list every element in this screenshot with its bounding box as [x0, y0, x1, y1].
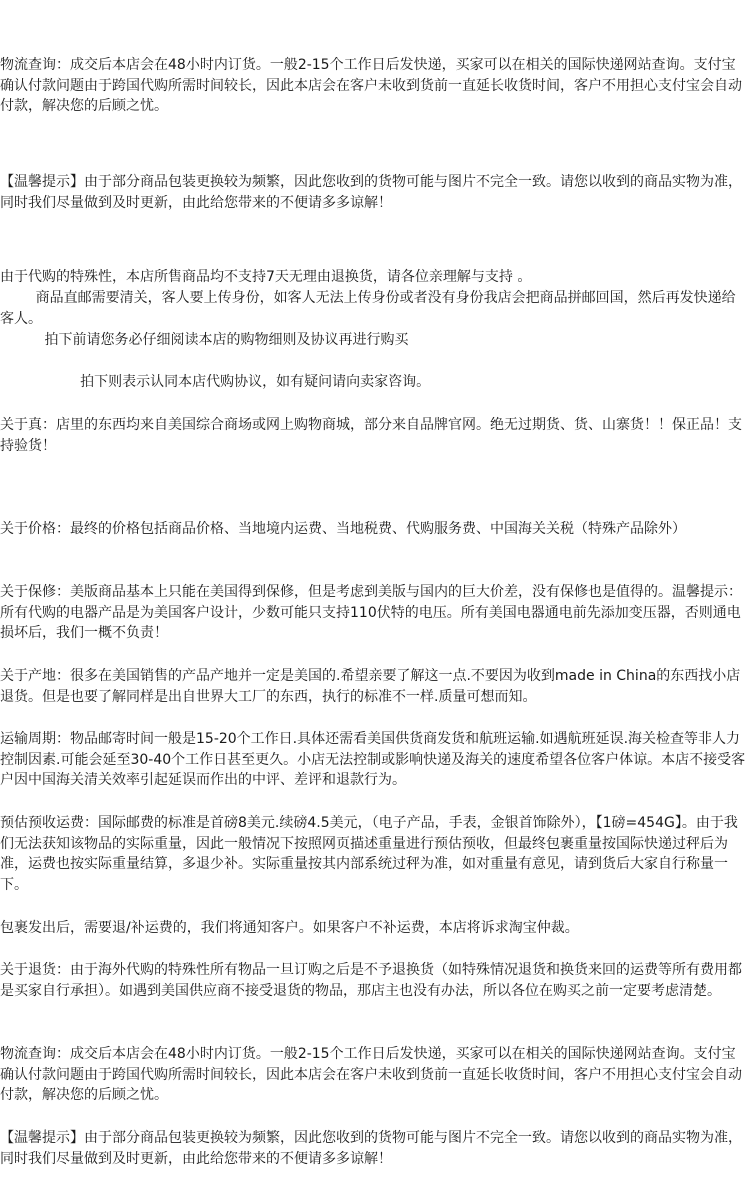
- shipping-inquiry-paragraph: 物流查询：成交后本店会在48小时内订货。一般2-15个工作日后发快递，买家可以在相关的国际快递网站查询。支付宝确认付款问题由于跨国代购所需时间较长，因此本店会在客户未收到货前一直延长收货时间，客户不用担心支付宝会自动付款，解决您的后顾之忧。: [0, 57, 742, 114]
- warm-tip-paragraph: 【温馨提示】由于部分商品包装更换较为频繁，因此您收到的货物可能与图片不完全一致。请您以收到的商品实物为准，同时我们尽量做到及时更新，由此给您带来的不便请多多谅解！: [0, 174, 742, 211]
- warranty-paragraph: 关于保修：美版商品基本上只能在美国得到保修，但是考虑到美版与国内的巨大价差，没有保修也是值得的。温馨提示：所有代购的电器产品是为美国客户设计，少数可能只支持110伏特的电压。所有美国电器通电前先添加变压器，否则通电损坏后，我们一概不负责！: [0, 584, 742, 641]
- read-agreement-paragraph: 拍下前请您务必仔细阅读本店的购物细则及协议再进行购买: [0, 332, 409, 348]
- price-paragraph: 关于价格：最终的价格包括商品价格、当地境内运费、当地税费、代购服务费、中国海关关税（特殊产品除外）: [0, 521, 686, 537]
- shipping-refund-paragraph: 包裹发出后，需要退/补运费的，我们将通知客户。如果客户不补运费，本店将诉求淘宝仲裁。: [0, 920, 579, 936]
- customs-clearance-paragraph: 商品直邮需要清关，客人要上传身份，如客人无法上传身份或者没有身份我店会把商品拼邮回国，然后再发快递给客人。: [0, 290, 736, 327]
- shipping-fee-paragraph: 预估预收运费：国际邮费的标准是首磅8美元.续磅4.5美元，（电子产品，手表，金银首饰除外），【1磅=454G】。由于我们无法获知该物品的实际重量，因此一般情况下按照网页描述重量进行预估预收，但最终包裹重量按国际快递过秤后为准，运费也按实际重量结算，多退少补。实际重量按其内部系统过秤为准，如对重量有意见，请到货后大家自行称量一下。: [0, 815, 738, 893]
- agreement-consent-paragraph: 拍下则表示认同本店代购协议，如有疑问请向卖家咨询。: [0, 374, 431, 390]
- authenticity-paragraph: 关于真：店里的东西均来自美国综合商场或网上购物商城，部分来自品牌官网。绝无过期货、货、山寨货！！保正品！支持验货！: [0, 417, 742, 454]
- warm-tip-repeat-paragraph: 【温馨提示】由于部分商品包装更换较为频繁，因此您收到的货物可能与图片不完全一致。请您以收到的商品实物为准，同时我们尽量做到及时更新，由此给您带来的不便请多多谅解！: [0, 1130, 742, 1167]
- return-policy-paragraph: 关于退货：由于海外代购的特殊性所有物品一旦订购之后是不予退换货（如特殊情况退货和换货来回的运费等所有费用都是买家自行承担）。如遇到美国供应商不接受退货的物品，那店主也没有办法，所以各位在购买之前一定要考虑清楚。: [0, 962, 742, 999]
- shipping-inquiry-repeat-paragraph: 物流查询：成交后本店会在48小时内订货。一般2-15个工作日后发快递，买家可以在相关的国际快递网站查询。支付宝确认付款问题由于跨国代购所需时间较长，因此本店会在客户未收到货前一直延长收货时间，客户不用担心支付宝会自动付款，解决您的后顾之忧。: [0, 1046, 742, 1103]
- origin-paragraph: 关于产地：很多在美国销售的产品产地并一定是美国的.希望亲要了解这一点.不要因为收到made in China的东西找小店退货。但是也要了解同样是出自世界大工厂的东西，执行的标准不一样.质量可想而知。: [0, 668, 741, 705]
- shipping-period-paragraph: 运输周期：物品邮寄时间一般是15-20个工作日.具体还需看美国供货商发货和航班运输.如遇航班延误.海关检查等非人力控制因素.可能会延至30-40个工作日甚至更久。小店无法控制或影响快递及海关的速度希望各位客户体谅。本店不接受客户因中国海关清关效率引起延误而作出的中评、差评和退款行为。: [0, 731, 746, 788]
- no-return-policy-paragraph: 由于代购的特殊性，本店所售商品均不支持7天无理由退换货，请各位亲理解与支持 。: [0, 269, 532, 285]
